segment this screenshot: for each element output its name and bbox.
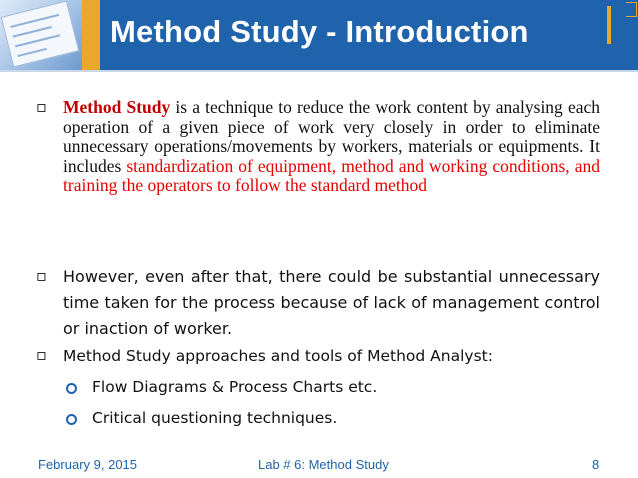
bullet-text: Method Study approaches and tools of Method Analyst: [63,347,493,365]
orange-tab-graphic [82,0,100,70]
sub-bullet-text: Critical questioning techniques. [92,409,338,427]
bullet-text: However, even after that, there could be substantial unnecessary time taken for the process because of lack of management control or inaction of worker. [63,267,600,338]
sub-bullet-flow-diagrams [92,378,377,396]
bullet-unnecessary-time [36,264,600,342]
bullet-approaches-tools [36,345,600,367]
keyword-method-study: Method Study [63,97,171,117]
square-bullet-icon: ▫ [36,266,47,285]
title-bar [0,0,638,70]
highlight-text: standardization of equipment, method and working conditions, and training the operators to follow the standard method [63,155,600,195]
sheet-line [10,14,59,28]
footer-page-number: 8 [592,457,600,472]
bullet-method-study-definition [36,97,600,196]
chart-sheet-graphic [1,1,80,68]
sub-bullet-critical-questioning [92,409,337,427]
corner-bracket [626,2,637,17]
header-decorative-image [0,0,100,70]
sheet-line [13,26,52,38]
ring-bullet-icon [66,383,77,394]
sheet-line [17,48,47,57]
footer-title: Lab # 6: Method Study [258,457,389,472]
slide-title: Method Study - Introduction [110,14,529,49]
sheet-line [15,34,60,47]
accent-bar [607,6,611,44]
sub-bullet-text: Flow Diagrams & Process Charts etc. [92,378,378,396]
square-bullet-icon: ▫ [36,345,47,364]
ring-bullet-icon [66,414,77,425]
square-bullet-icon: ▫ [36,97,47,116]
footer-date: February 9, 2015 [38,457,138,472]
bullet-text: is a technique to reduce the work content by analysing each operation of a given piece of work very closely in order to eliminate unnecessary operations/movements by workers, materials or equipments. It includes [63,97,600,176]
header-divider [0,70,638,72]
